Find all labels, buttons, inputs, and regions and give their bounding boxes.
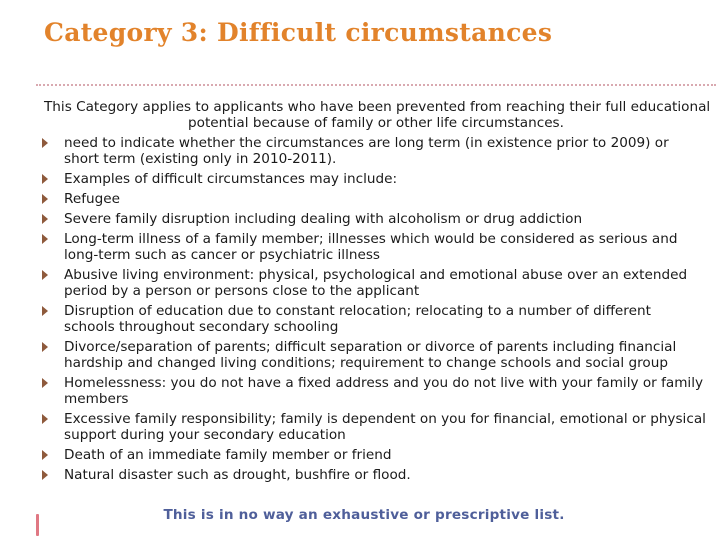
title-divider <box>36 84 716 86</box>
bullet-item <box>44 267 708 299</box>
bullet-item <box>44 231 708 263</box>
triangle-bullet-icon <box>42 138 48 148</box>
bullet-item <box>44 447 708 463</box>
triangle-bullet-icon <box>42 174 48 184</box>
bullet-text: Excessive family responsibility; family is dependent on you for financial, emotional or physical <box>64 411 706 427</box>
bullet-text: Disruption of education due to constant relocation; relocating to a number of different <box>64 303 651 319</box>
intro-line: This Category applies to applicants who have been prevented from reaching their full educational <box>44 99 711 115</box>
triangle-bullet-icon <box>42 234 48 244</box>
footer-note: This is in no way an exhaustive or prescriptive list. <box>163 507 565 523</box>
bullet-item <box>44 375 708 407</box>
bullet-item <box>44 467 708 483</box>
bullet-item <box>44 211 708 227</box>
bullet-text: Natural disaster such as drought, bushfire or flood. <box>64 467 411 483</box>
bullet-text: Death of an immediate family member or friend <box>64 447 392 463</box>
bullet-item <box>44 171 708 187</box>
bullet-item <box>44 303 708 335</box>
bullet-text: Refugee <box>64 191 120 207</box>
triangle-bullet-icon <box>42 306 48 316</box>
accent-bar <box>36 514 39 536</box>
triangle-bullet-icon <box>42 378 48 388</box>
bullet-item <box>44 411 708 443</box>
bullet-item <box>44 135 708 167</box>
triangle-bullet-icon <box>42 342 48 352</box>
triangle-bullet-icon <box>42 450 48 460</box>
triangle-bullet-icon <box>42 270 48 280</box>
triangle-bullet-icon <box>42 194 48 204</box>
bullet-text: support during your secondary education <box>64 427 346 443</box>
bullet-text: Abusive living environment: physical, psychological and emotional abuse over an extended <box>64 267 688 283</box>
bullet-text: hardship and changed living conditions; requirement to change schools and social group <box>64 355 668 371</box>
bullet-text: members <box>64 391 129 407</box>
intro-paragraph <box>44 99 711 131</box>
bullet-text: long-term such as cancer or psychiatric illness <box>64 247 381 263</box>
bullet-text: Divorce/separation of parents; difficult separation or divorce of parents including financial <box>64 339 677 355</box>
bullet-text: Long-term illness of a family member; illnesses which would be considered as serious and <box>64 231 678 247</box>
slide-body <box>44 99 711 483</box>
bullet-text: Homelessness: you do not have a fixed address and you do not live with your family or family <box>64 375 704 391</box>
bullet-item <box>44 339 708 371</box>
bullet-text: need to indicate whether the circumstances are long term (in existence prior to 2009) or <box>64 135 669 151</box>
bullet-item <box>44 191 708 207</box>
bullet-text: Severe family disruption including dealing with alcoholism or drug addiction <box>64 211 583 227</box>
bullet-text: short term (existing only in 2010-2011). <box>64 151 337 167</box>
triangle-bullet-icon <box>42 470 48 480</box>
triangle-bullet-icon <box>42 214 48 224</box>
bullet-text: schools throughout secondary schooling <box>64 319 339 335</box>
bullet-text: period by a person or persons close to the applicant <box>64 283 420 299</box>
triangle-bullet-icon <box>42 414 48 424</box>
bullet-list <box>44 135 708 483</box>
bullet-text: Examples of difficult circumstances may include: <box>64 171 398 187</box>
slide-title: Category 3: Difficult circumstances <box>44 18 553 47</box>
intro-line: potential because of family or other life circumstances. <box>188 115 564 131</box>
